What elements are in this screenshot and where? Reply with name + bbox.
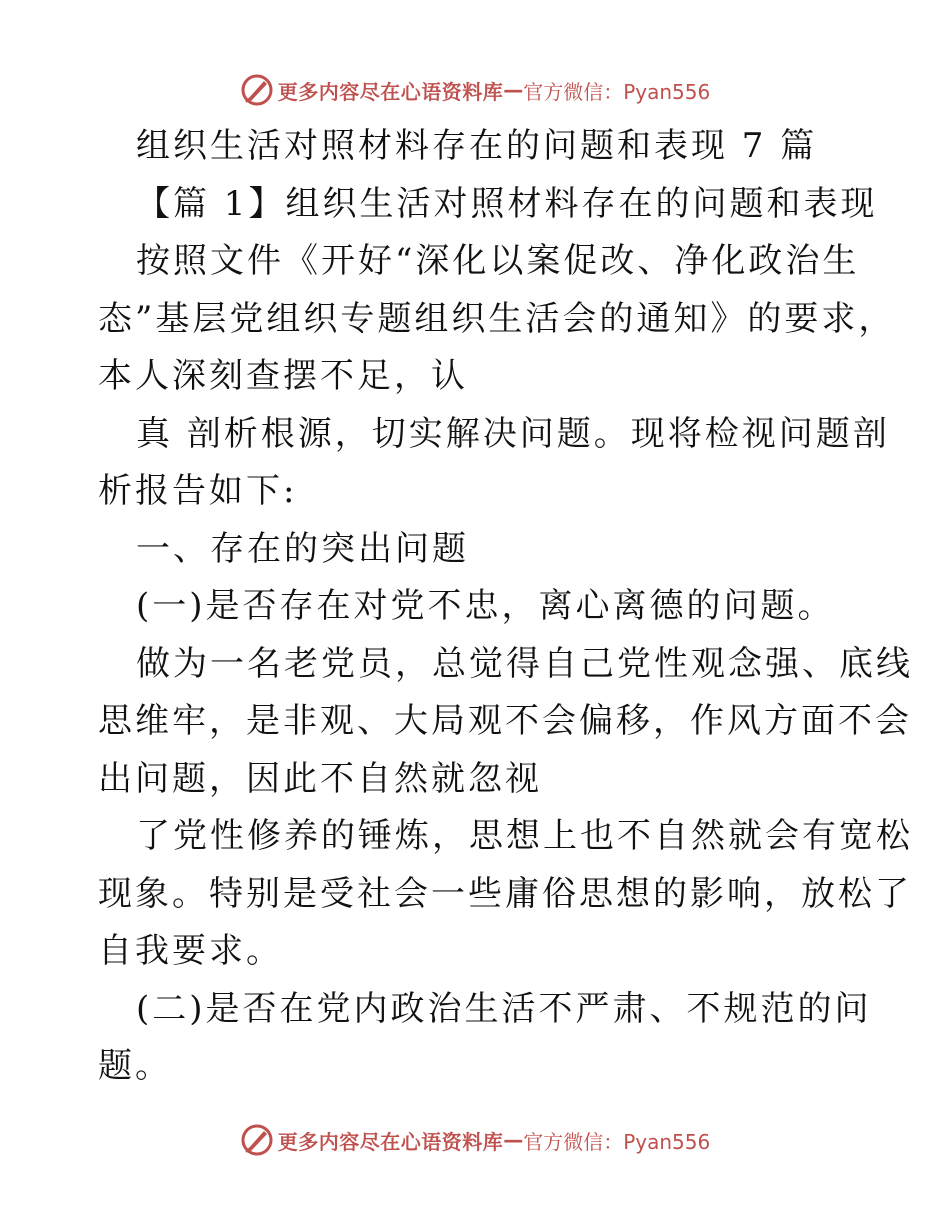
paragraph-line: 本人深刻查摆不足，认 (98, 356, 468, 396)
paragraph-line: 了党性修养的锤炼，思想上也不自然就会有宽松 (136, 816, 913, 856)
paragraph-line: 按照文件《开好“深化以案促改、净化政治生 (136, 241, 860, 281)
quill-circle-icon (240, 73, 274, 107)
subsection-heading: 一、存在的突出问题 (136, 528, 469, 569)
document-title: 组织生活对照材料存在的问题和表现 7 篇 (136, 126, 818, 166)
question-heading: (一)是否存在对党不忠，离心离德的问题。 (136, 586, 835, 626)
paragraph-line: 自我要求。 (98, 931, 283, 971)
quill-circle-icon (240, 1123, 274, 1157)
paragraph-line: 思维牢，是非观、大局观不会偏移，作风方面不会 (98, 701, 912, 741)
banner-wechat: 官方微信：Pyan556 (523, 1129, 711, 1154)
question-heading: (二)是否在党内政治生活不严肃、不规范的问 (136, 988, 872, 1029)
banner-text: 更多内容尽在心语资料库 (277, 1129, 504, 1154)
header-banner (0, 70, 950, 110)
document-body (98, 118, 913, 1096)
paragraph-line: 真 剖析根源，切实解决问题。现将检视问题剖 (136, 413, 890, 454)
banner-wechat: 官方微信：Pyan556 (523, 79, 711, 104)
banner-separator: — (503, 78, 524, 102)
banner-text: 更多内容尽在心语资料库 (277, 79, 504, 104)
paragraph-line: 题。 (98, 1046, 172, 1086)
paragraph-line: 态”基层党组织专题组织生活会的通知》的要求， (98, 298, 896, 339)
paragraph-line: 现象。特别是受社会一些庸俗思想的影响，放松了 (98, 873, 912, 914)
paragraph-line: 做为一名老党员，总觉得自己党性观念强、底线 (136, 643, 913, 684)
section-heading: 【篇 1】组织生活对照材料存在的问题和表现 (136, 183, 878, 224)
paragraph-line: 析报告如下: (98, 471, 298, 511)
banner-separator: — (503, 1128, 524, 1152)
paragraph-line: 出问题，因此不自然就忽视 (98, 758, 542, 799)
footer-banner (0, 1120, 950, 1160)
